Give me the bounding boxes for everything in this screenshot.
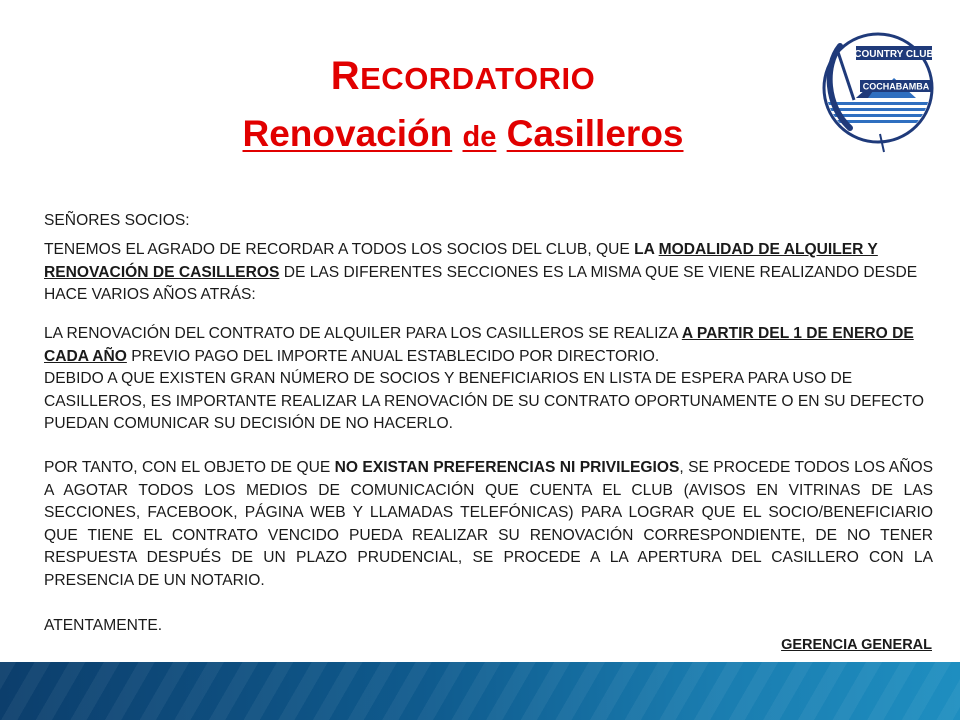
signature: GERENCIA GENERAL xyxy=(781,637,932,653)
logo-text-top: COUNTRY CLUB xyxy=(854,49,934,60)
p3-text-a: POR TANTO, CON EL OBJETO DE QUE xyxy=(44,459,335,476)
page-subtitle xyxy=(0,113,926,155)
p1-emphasis: MODALIDAD DE ALQUILER Y RENOVACIÓN DE CASILLEROS xyxy=(44,241,878,281)
paragraph-2 xyxy=(44,323,933,436)
country-club-logo xyxy=(820,26,936,154)
p1-text-a: TENEMOS EL AGRADO DE RECORDAR A TODOS LOS SOCIOS DEL CLUB, QUE xyxy=(44,241,635,258)
p3-emphasis: NO EXISTAN PREFERENCIAS NI PRIVILEGIOS xyxy=(334,459,680,476)
p2-text-c: PREVIO PAGO DEL IMPORTE ANUAL ESTABLECIDO POR DIRECTORIO. xyxy=(126,347,660,365)
p1-text-b: LA xyxy=(634,241,659,258)
salutation: SEÑORES SOCIOS: xyxy=(44,212,190,229)
title-rest: ECORDATORIO xyxy=(360,61,596,96)
p2-text-d: DEBIDO A QUE EXISTEN GRAN NÚMERO DE SOCIOS Y BENEFICIARIOS EN LISTA DE ESPERA PARA USO DE CASILLEROS, ES IMPORTANTE REALIZAR LA RENOVACIÓN DE SU CONTRATO OPORTUNAMENTE O EN SU DEFECTO PUEDAN COMUNICAR SU DECISIÓN DE NO HACERLO. xyxy=(44,370,925,432)
paragraph-3 xyxy=(44,457,933,592)
subtitle-word-2: de xyxy=(462,121,497,153)
closing: ATENTAMENTE. xyxy=(44,617,163,634)
p2-text-a: LA RENOVACIÓN DEL CONTRATO DE ALQUILER PARA LOS CASILLEROS SE REALIZA xyxy=(44,325,682,342)
footer-band xyxy=(0,662,960,720)
p3-text-c: , SE PROCEDE TODOS LOS AÑOS A AGOTAR TODOS LOS MEDIOS DE COMUNICACIÓN QUE CUENTA EL CLUB (AVISOS EN VITRINAS DE LAS SECCIONES, FACEBOOK, PÁGINA WEB Y LLAMADAS TELEFÓNICAS) PARA LOGRAR QUE EL SOCIO/BENEFICIARIO QUE TIENE EL CONTRATO VENCIDO PUEDA REALIZAR SU RENOVACIÓN CORRESPONDIENTE, DE NO TENER RESPUESTA DESPUÉS DE UN PLAZO PRUDENCIAL, SE PROCEDE A LA APERTURA DEL CASILLERO CON LA PRESENCIA DE UN NOTARIO. xyxy=(44,459,933,589)
page-title xyxy=(0,54,926,99)
p2-emphasis: A PARTIR DEL 1 DE ENERO DE CADA AÑO xyxy=(44,325,914,365)
subtitle-word-3: Casilleros xyxy=(506,113,684,154)
subtitle-word-1: Renovación xyxy=(242,113,453,154)
paragraph-1 xyxy=(44,239,933,307)
title-initial: R xyxy=(330,54,361,98)
p1-text-d: DE LAS DIFERENTES SECCIONES ES LA MISMA QUE SE VIENE REALIZANDO DESDE HACE VARIOS AÑOS ATRÁS: xyxy=(44,263,918,303)
logo-text-bottom: COCHABAMBA xyxy=(862,81,930,92)
